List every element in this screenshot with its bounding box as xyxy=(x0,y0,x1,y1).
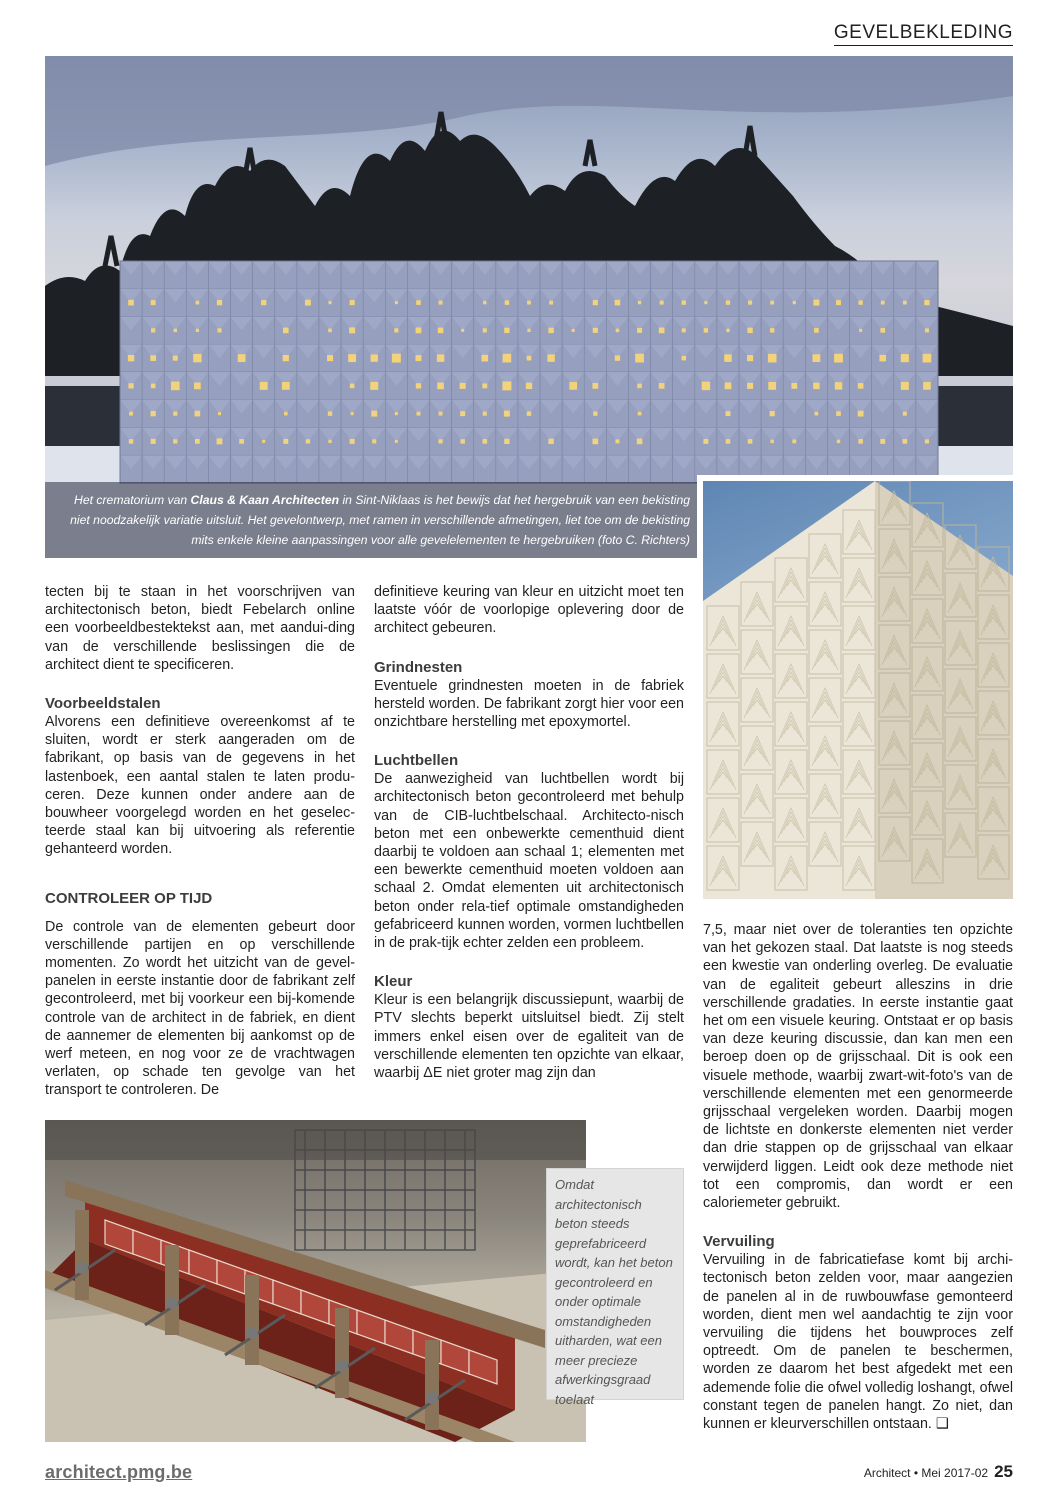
issue-label: Architect • Mei 2017-02 xyxy=(863,1466,989,1480)
hero-caption: Het crematorium van Claus & Kaan Architecten in Sint-Niklaas is het bewijs dat het hergebruik van een bekisting niet noodzakelijk variatie uitsluit. Het gevelontwerp, met ramen in verschillende afmetingen, liet toe om de bekisting mits enkele kleine aanpassingen voor alle gevelelementen te hergebruiken (foto C. Richters) xyxy=(45,482,698,558)
formwork-photo xyxy=(45,1120,586,1442)
paragraph: De controle van de elementen gebeurt door verschillende partijen en op verschillende momenten. Zo wordt het uitzicht van de gevel-panelen in eerste instantie door de fabrikant zelf gecontroleerd, met bij voorkeur een bij-komende controle van de architect in de fabriek, en dient de aannemer de elementen bij aankomst op de werf meteen, en nog voor ze de vrachtwagen verlaten, op schade ten gevolge van het transport te controleren. De xyxy=(45,918,355,1099)
formwork-caption: Omdat architectonisch beton steeds geprefabriceerd wordt, kan het beton gecontroleerd en onder optimale omstandigheden uitharden, wat een meer precieze afwerkingsgraad toelaat xyxy=(546,1168,684,1400)
heading-controleer-op-tijd: CONTROLEER OP TIJD xyxy=(45,889,213,907)
website-link[interactable]: architect.pmg.be xyxy=(45,1462,193,1482)
paragraph: Kleur is een belangrijk discussiepunt, waarbij de PTV slechts beperkt uitsluitsel biedt. Zij stelt immers enkel eisen over de egaliteit van de verschillende elementen ten opzichte van elkaar, waarbij ΔE niet groter mag zijn dan xyxy=(374,992,684,1082)
architect-name: Claus & Kaan Architecten xyxy=(190,493,340,507)
tower-illustration xyxy=(703,481,1013,899)
paragraph: definitieve keuring van kleur en uitzicht moet ten laatste vóór de voorlopige oplevering door de architect gebeuren. xyxy=(374,584,684,637)
column-3 xyxy=(703,921,1013,1433)
paragraph: Alvorens een definitieve overeenkomst af te sluiten, wordt er sterk aangeraden om de fabrikant, op basis van de gegevens in het lastenboek, een aantal stalen te laten produ-ceren. Deze kunnen onder andere aan de bouwheer voorgelegd worden en het geselec-teerde staal kan bij uitvoering als referentie gehanteerd worden. xyxy=(45,714,355,858)
column-2 xyxy=(374,583,684,1082)
subheading-vervuiling: Vervuiling xyxy=(703,1233,775,1251)
end-mark-icon: ❑ xyxy=(935,1416,949,1433)
paragraph: 7,5, maar niet over de toleranties ten opzichte van het gekozen staal. Dat laatste is nog steeds een kwestie van onderling overleg. De evaluatie van de egaliteit gebeurt alleszins in drie verschillende gradaties. In eerste instantie gaat het om een visuele keuring. Ontstaat er op basis van deze keuring discussie, dan kan men een beroep doen op de grijsschaal. Dit is ook een visuele methode, waarbij zwart-wit-foto's van de verschillende elementen met een genormeerde grijsschaal vergeleken worden. Daarbij mogen de lichtste en donkerste elementen niet verder dan drie stappen op de grijsschaal van elkaar verwijderd liggen. Leidt ook deze methode niet tot een compromis, dan wordt er een caloriemeter gebruikt. xyxy=(703,922,1013,1212)
paragraph: Vervuiling in de fabricatiefase komt bij archi-tectonisch beton zelden voor, maar aangezien de panelen al in de ruwbouwfase gemonteerd worden, dient men wel aandachtig te zijn voor vervuiling die tijdens het bouwproces zelf optreedt. Om de panelen te beschermen, worden ze daarom het best afgedekt met een ademende folie die ofwel volledig loshangt, ofwel constant tegen de panelen hangt. Zo niet, dan kunnen er kleurverschillen ontstaan. ❑ xyxy=(703,1252,1013,1433)
page-footer xyxy=(864,1462,1013,1482)
subheading-grindnesten: Grindnesten xyxy=(374,658,463,676)
subheading-kleur: Kleur xyxy=(374,973,413,991)
concrete-tower-photo xyxy=(703,481,1013,899)
section-title: GEVELBEKLEDING xyxy=(834,22,1013,46)
subheading-voorbeeldstalen: Voorbeeldstalen xyxy=(45,695,161,713)
page-number: 25 xyxy=(994,1462,1013,1481)
column-1 xyxy=(45,583,355,1100)
paragraph: De aanwezigheid van luchtbellen wordt bij architectonisch beton gecontroleerd met behulp van de CIB-luchtbelschaal. Architecto-nisch beton met een onbewerkte cementhuid dient daarbij te voldoen aan schaal 1; elementen met een bewerkte cementhuid moeten voldoen aan schaal 2. Omdat elementen uit architectonisch beton onder rela-tief optimale omstandigheden gefabriceerd kunnen worden, vormen luchtbellen in de prak-tijk echter zelden een probleem. xyxy=(374,771,684,952)
paragraph: tecten bij te staan in het voorschrijven van architectonisch beton, biedt Febelarch online een voorbeeldbestektekst aan, met aandui-ding van de verschillende beslissingen die de architect dient te specificeren. xyxy=(45,584,355,673)
subheading-luchtbellen: Luchtbellen xyxy=(374,752,459,770)
paragraph: Eventuele grindnesten moeten in de fabriek hersteld worden. De fabrikant zorgt hier voor een onzichtbare herstelling met epoxymortel. xyxy=(374,677,684,731)
formwork-illustration xyxy=(45,1120,586,1442)
